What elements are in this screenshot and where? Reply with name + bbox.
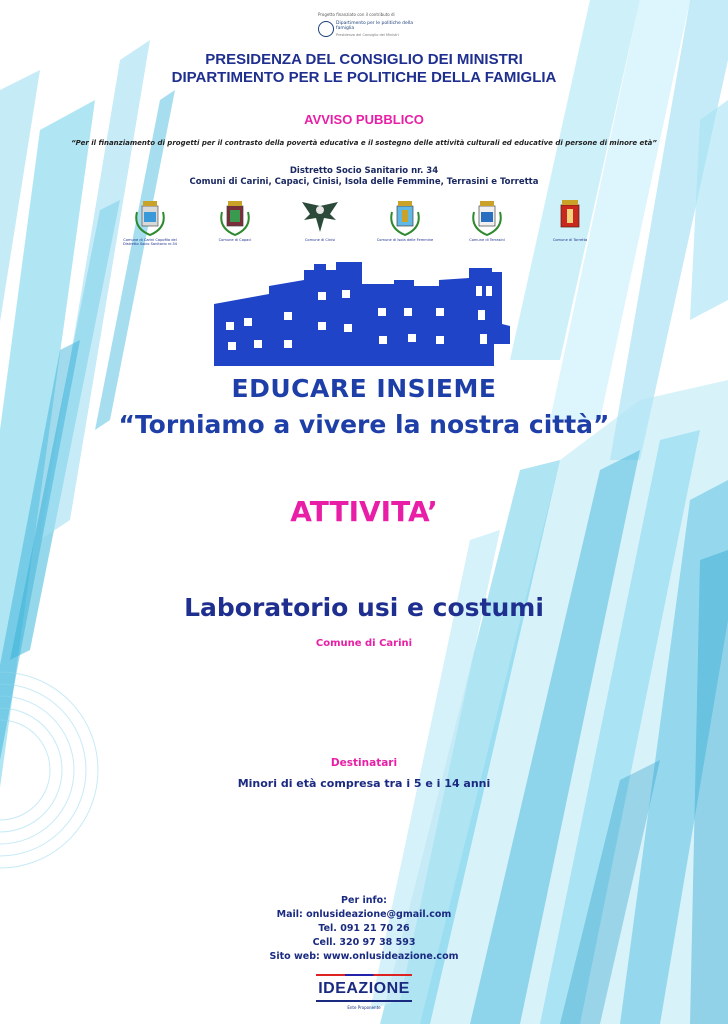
municipality-label: Comune di Torretta <box>552 238 588 242</box>
audience-text: Minori di età compresa tra i 5 e i 14 anni <box>237 777 491 790</box>
municipality-label: Comune di Capaci <box>218 238 252 242</box>
project-title: EDUCARE INSIEME <box>231 374 497 403</box>
district-line-2: Comuni di Carini, Capaci, Cinisi, Isola delle Femmine, Terrasini e Torretta <box>189 177 539 187</box>
government-logo <box>318 12 428 46</box>
government-logo-name: Dipartimento per le politiche della famiglia <box>336 21 414 31</box>
republic-emblem-icon <box>318 21 334 37</box>
organization-caption: Ente Proponente <box>347 1005 381 1010</box>
municipality-label: Comune di Cinisi <box>304 238 336 242</box>
contact-heading: Per info: <box>341 895 387 906</box>
isola-crest-icon <box>388 198 422 236</box>
municipality-isola <box>375 198 435 242</box>
carini-crest-icon <box>133 198 167 236</box>
municipality-label: Comune di Isola delle Femmine <box>376 238 434 242</box>
cinisi-crest-icon <box>300 198 340 236</box>
municipality-cinisi <box>290 198 350 242</box>
municipality-label: Comune di Carini Capofila del Distretto Socio Sanitario nr.34 <box>123 238 177 246</box>
project-subtitle: “Torniamo a vivere la nostra città” <box>118 410 610 439</box>
contact-web: Sito web: www.onlusideazione.com <box>269 951 459 962</box>
capaci-crest-icon <box>218 198 252 236</box>
header-line-2: DIPARTIMENTO PER LE POLITICHE DELLA FAMIGLIA <box>171 69 557 86</box>
notice-quote: “Per il finanziamento di progetti per il contrasto della povertà educativa e il sostegno delle attività culturali ed educative di persone di minore età” <box>71 139 657 147</box>
contact-mail: Mail: onlusideazione@gmail.com <box>276 909 452 920</box>
organization-name: IDEAZIONE <box>318 980 410 997</box>
contact-cell: Cell. 320 97 38 593 <box>312 937 416 948</box>
municipality-torretta <box>540 198 600 242</box>
activity-heading: ATTIVITA’ <box>290 495 438 528</box>
government-logo-subtitle: Presidenza del Consiglio dei Ministri <box>336 33 399 37</box>
contact-tel: Tel. 091 21 70 26 <box>318 923 410 934</box>
castle-illustration <box>214 262 514 366</box>
organization-logo <box>310 974 418 1014</box>
audience-label: Destinatari <box>330 757 398 769</box>
torretta-crest-icon <box>553 198 587 236</box>
municipality-carini <box>120 198 180 246</box>
municipality-label: Comune di Terrasini <box>469 238 505 242</box>
public-notice: AVVISO PUBBLICO <box>304 112 424 127</box>
district-line-1: Distretto Socio Sanitario nr. 34 <box>289 166 439 176</box>
header-line-1: PRESIDENZA DEL CONSIGLIO DEI MINISTRI <box>205 51 523 68</box>
government-logo-top-text: Progetto finanziato con il contributo di <box>318 12 395 17</box>
activity-name: Laboratorio usi e costumi <box>184 593 544 622</box>
municipality-terrasini <box>457 198 517 242</box>
activity-location: Comune di Carini <box>315 638 413 649</box>
municipality-capaci <box>205 198 265 242</box>
terrasini-crest-icon <box>470 198 504 236</box>
